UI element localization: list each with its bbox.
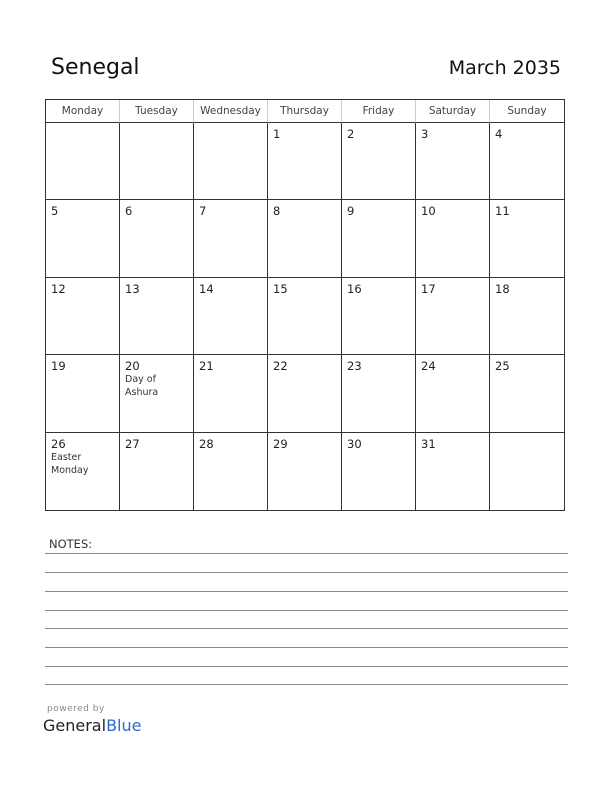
- weekday-header: Sunday: [490, 100, 564, 123]
- day-cell: [46, 200, 120, 277]
- holiday-label: Ashura: [125, 387, 159, 399]
- day-cell: [120, 433, 194, 510]
- day-cell: [416, 278, 490, 355]
- day-cell: [490, 355, 564, 432]
- day-cell: [194, 278, 268, 355]
- day-cell: [194, 123, 268, 200]
- brand-logo: [43, 716, 141, 735]
- day-cell: [46, 355, 120, 432]
- calendar-grid: [45, 99, 565, 511]
- day-cell: [46, 433, 120, 510]
- weekday-header: Tuesday: [120, 100, 194, 123]
- weekday-header: Saturday: [416, 100, 490, 123]
- day-number: 16: [347, 281, 362, 296]
- day-number: 15: [273, 281, 288, 296]
- day-cell: [416, 200, 490, 277]
- weekday-header: Friday: [342, 100, 416, 123]
- note-line: [45, 647, 568, 648]
- day-number: 30: [347, 436, 362, 451]
- day-number: 6: [125, 204, 133, 219]
- day-cell: [268, 200, 342, 277]
- day-cell: [342, 433, 416, 510]
- day-number: 12: [51, 281, 66, 296]
- day-cell: [268, 355, 342, 432]
- day-number: 7: [199, 204, 207, 219]
- day-number: 11: [495, 204, 510, 219]
- day-number: 2: [347, 127, 355, 141]
- brand-general: General: [43, 716, 107, 735]
- day-cell: [120, 123, 194, 200]
- day-number: 29: [273, 436, 288, 451]
- day-cell: [416, 433, 490, 510]
- day-number: 28: [199, 436, 214, 451]
- note-line: [45, 628, 568, 629]
- note-line: [45, 591, 568, 592]
- day-cell: [194, 200, 268, 277]
- day-number: 10: [421, 204, 436, 219]
- note-line: [45, 572, 568, 573]
- day-number: 4: [495, 127, 503, 141]
- note-line: [45, 553, 568, 554]
- day-number: 26: [51, 436, 66, 451]
- note-line: [45, 666, 568, 667]
- day-number: 19: [51, 359, 66, 374]
- day-cell: [342, 123, 416, 200]
- day-cell: [342, 200, 416, 277]
- day-cell: [490, 433, 564, 510]
- day-number: 21: [199, 359, 214, 374]
- day-number: 1: [273, 127, 281, 141]
- day-number: 23: [347, 359, 362, 374]
- day-number: 25: [495, 359, 510, 374]
- note-line: [45, 610, 568, 611]
- weekday-header: Wednesday: [194, 100, 268, 123]
- day-cell: [120, 355, 194, 432]
- day-cell: [268, 278, 342, 355]
- day-cell: [490, 278, 564, 355]
- day-cell: [46, 123, 120, 200]
- notes-label: NOTES:: [49, 537, 93, 551]
- day-number: 18: [495, 281, 510, 296]
- brand-blue: Blue: [106, 716, 142, 735]
- day-number: 31: [421, 436, 436, 451]
- day-cell: [46, 278, 120, 355]
- day-cell: [342, 278, 416, 355]
- day-cell: [416, 355, 490, 432]
- weekday-header: Monday: [46, 100, 120, 123]
- holiday-label: Easter: [51, 451, 82, 463]
- day-cell: [416, 123, 490, 200]
- day-number: 17: [421, 281, 436, 296]
- day-cell: [490, 200, 564, 277]
- day-cell: [268, 433, 342, 510]
- note-line: [45, 684, 568, 685]
- day-number: 27: [125, 436, 140, 451]
- day-cell: [490, 123, 564, 200]
- day-number: 8: [273, 204, 281, 219]
- day-cell: [120, 278, 194, 355]
- weekday-header: Thursday: [268, 100, 342, 123]
- holiday-label: Day of: [125, 374, 156, 386]
- day-cell: [268, 123, 342, 200]
- country-title: Senegal: [51, 55, 140, 80]
- day-number: 3: [421, 127, 429, 141]
- day-cell: [194, 355, 268, 432]
- day-number: 13: [125, 281, 140, 296]
- powered-by-text: powered by: [47, 704, 105, 714]
- day-cell: [194, 433, 268, 510]
- day-number: 22: [273, 359, 288, 374]
- day-number: 24: [421, 359, 436, 374]
- day-number: 14: [199, 281, 214, 296]
- month-title: March 2035: [448, 57, 561, 79]
- day-number: 9: [347, 204, 355, 219]
- day-cell: [342, 355, 416, 432]
- day-cell: [120, 200, 194, 277]
- day-number: 5: [51, 204, 59, 219]
- day-number: 20: [125, 359, 140, 374]
- holiday-label: Monday: [51, 464, 89, 476]
